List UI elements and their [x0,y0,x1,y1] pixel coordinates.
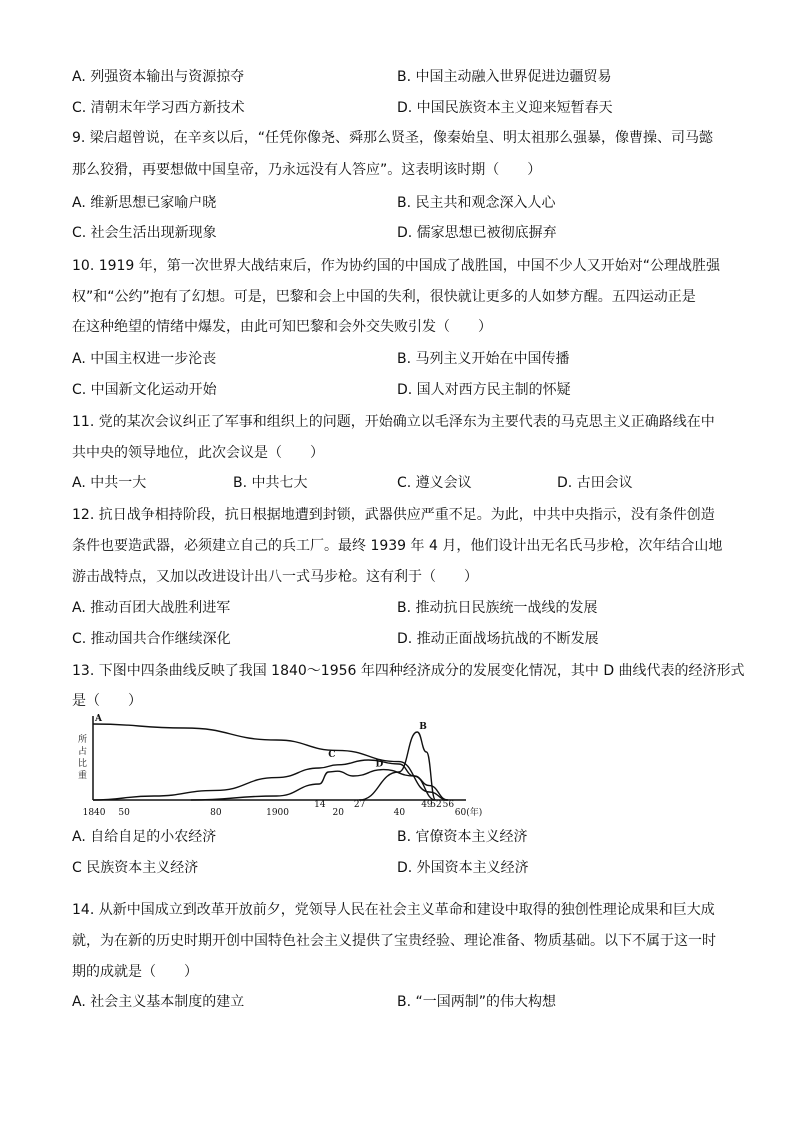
q9-option-c: C. 社会生活出现新现象 [72,225,217,241]
q12-stem-line-2: 条件也要造武器，必须建立自己的兵工厂。最终 1939 年 4 月，他们设计出无名氏马步枪，次年结合山地 [72,538,723,554]
x-tick-label-49: 49 [421,800,433,810]
q14-option-a: A. 社会主义基本制度的建立 [72,994,245,1010]
q12-option-c: C. 推动国共合作继续深化 [72,631,231,647]
x-tick-label-52: 52 [430,800,442,810]
q12-stem-line-3: 游击战特点，又加以改进设计出八一式马步枪。这有利于（ ） [72,569,478,585]
chart-axes [93,716,466,800]
q10-stem-line-1: 10. 1919 年，第一次世界大战结束后，作为协约国的中国成了战胜国，中国不少人又开始对“公理战胜强 [72,258,721,274]
q10-option-d: D. 国人对西方民主制的怀疑 [397,382,571,398]
q10-option-c: C. 中国新文化运动开始 [72,382,217,398]
q10-stem-line-3: 在这种绝望的情绪中爆发，由此可知巴黎和会外交失败引发（ ） [72,319,492,335]
q12-option-d: D. 推动正面战场抗战的不断发展 [397,631,599,647]
q8-option-d: D. 中国民族资本主义迎来短暂春天 [397,100,613,116]
q11-option-a: A. 中共一大 [72,475,147,491]
economy-line-chart [70,712,483,824]
x-tick-label-14: 14 [314,800,326,810]
q9-stem-line-1: 9. 梁启超曾说，在辛亥以后，“任凭你像尧、舜那么贤圣，像秦始皇、明太祖那么强暴，像曹操、司马懿 [72,130,714,146]
q10-option-a: A. 中国主权进一步沦丧 [72,351,217,367]
q14-stem-line-3: 期的成就是（ ） [72,964,198,980]
series-label-layer [94,714,427,770]
q13-option-b: B. 官僚资本主义经济 [397,829,528,845]
series-line-a [93,724,448,800]
series-label-d: D [375,759,384,770]
series-label-a: A [95,714,102,724]
y-axis-label-2: 占 [78,747,88,757]
q14-option-b: B. “一国两制”的伟大构想 [397,994,557,1010]
q12-option-a: A. 推动百团大战胜利进军 [72,600,231,616]
q9-option-b: B. 民主共和观念深入人心 [397,195,556,211]
series-label-b: B [419,722,427,732]
q13-option-d: D. 外国资本主义经济 [397,860,529,876]
q12-stem-line-1: 12. 抗日战争相持阶段，抗日根据地遭到封锁，武器供应严重不足。为此，中共中央指示，没有条件创造 [72,507,715,523]
y-axis-label-1: 所 [78,735,88,745]
q13-stem-line-2: 是（ ） [72,693,142,709]
q9-option-a: A. 维新思想已家喻户晓 [72,195,217,211]
q10-stem-line-2: 权”和“公约”抱有了幻想。可是，巴黎和会上中国的失利，很快就让更多的人如梦方醒。五四运动正是 [72,289,696,305]
q11-option-c: C. 遵义会议 [397,475,472,491]
q13-option-a: A. 自给自足的小农经济 [72,829,217,845]
y-axis-label-3: 比 [78,759,88,769]
x-tick-label-80: 80 [210,808,222,818]
q13-stem-line-1: 13. 下图中四条曲线反映了我国 1840～1956 年四种经济成分的发展变化情况，其中 D 曲线代表的经济形式 [72,663,745,679]
q10-option-b: B. 马列主义开始在中国传播 [397,351,570,367]
x-tick-label-40: 40 [393,808,406,818]
q11-option-b: B. 中共七大 [233,475,308,491]
series-layer [93,724,448,800]
q13-option-c: C 民族资本主义经济 [72,860,199,876]
x-tick-label-50: 50 [118,808,130,818]
series-label-c: C [328,750,336,760]
q14-stem-line-1: 14. 从新中国成立到改革开放前夕，党领导人民在社会主义革命和建设中取得的独创性理论成果和巨大成 [72,902,715,918]
q9-option-d: D. 儒家思想已被彻底摒弃 [397,225,557,241]
x-tick-label-56: 56 [442,800,455,810]
x-tick-label-1900: 1900 [266,808,290,818]
q12-option-b: B. 推动抗日民族统一战线的发展 [397,600,598,616]
q11-stem-line-1: 11. 党的某次会议纠正了军事和组织上的问题，开始确立以毛泽东为主要代表的马克思主义正确路线在中 [72,414,715,430]
q9-stem-line-2: 那么狡猾，再要想做中国皇帝，乃永远没有人答应”。这表明该时期（ ） [72,162,542,178]
q8-option-c: C. 清朝末年学习西方新技术 [72,100,245,116]
x-tick-label-20: 20 [332,808,344,818]
q11-option-d: D. 古田会议 [557,475,633,491]
q8-option-b: B. 中国主动融入世界促进边疆贸易 [397,69,612,85]
tick-label-layer [83,800,483,818]
y-axis-label-4: 重 [78,771,88,781]
x-tick-label-1840: 1840 [82,808,106,818]
x-tick-label-27: 27 [353,800,366,810]
q11-stem-line-2: 共中央的领导地位，此次会议是（ ） [72,445,324,461]
q8-option-a: A. 列强资本输出与资源掠夺 [72,69,245,85]
q14-stem-line-2: 就，为在新的历史时期开创中国特色社会主义提供了宝贵经验、理论准备、物质基础。以下不属于这一时 [72,933,716,949]
x-tick-label-60: 60(年) [454,808,483,818]
